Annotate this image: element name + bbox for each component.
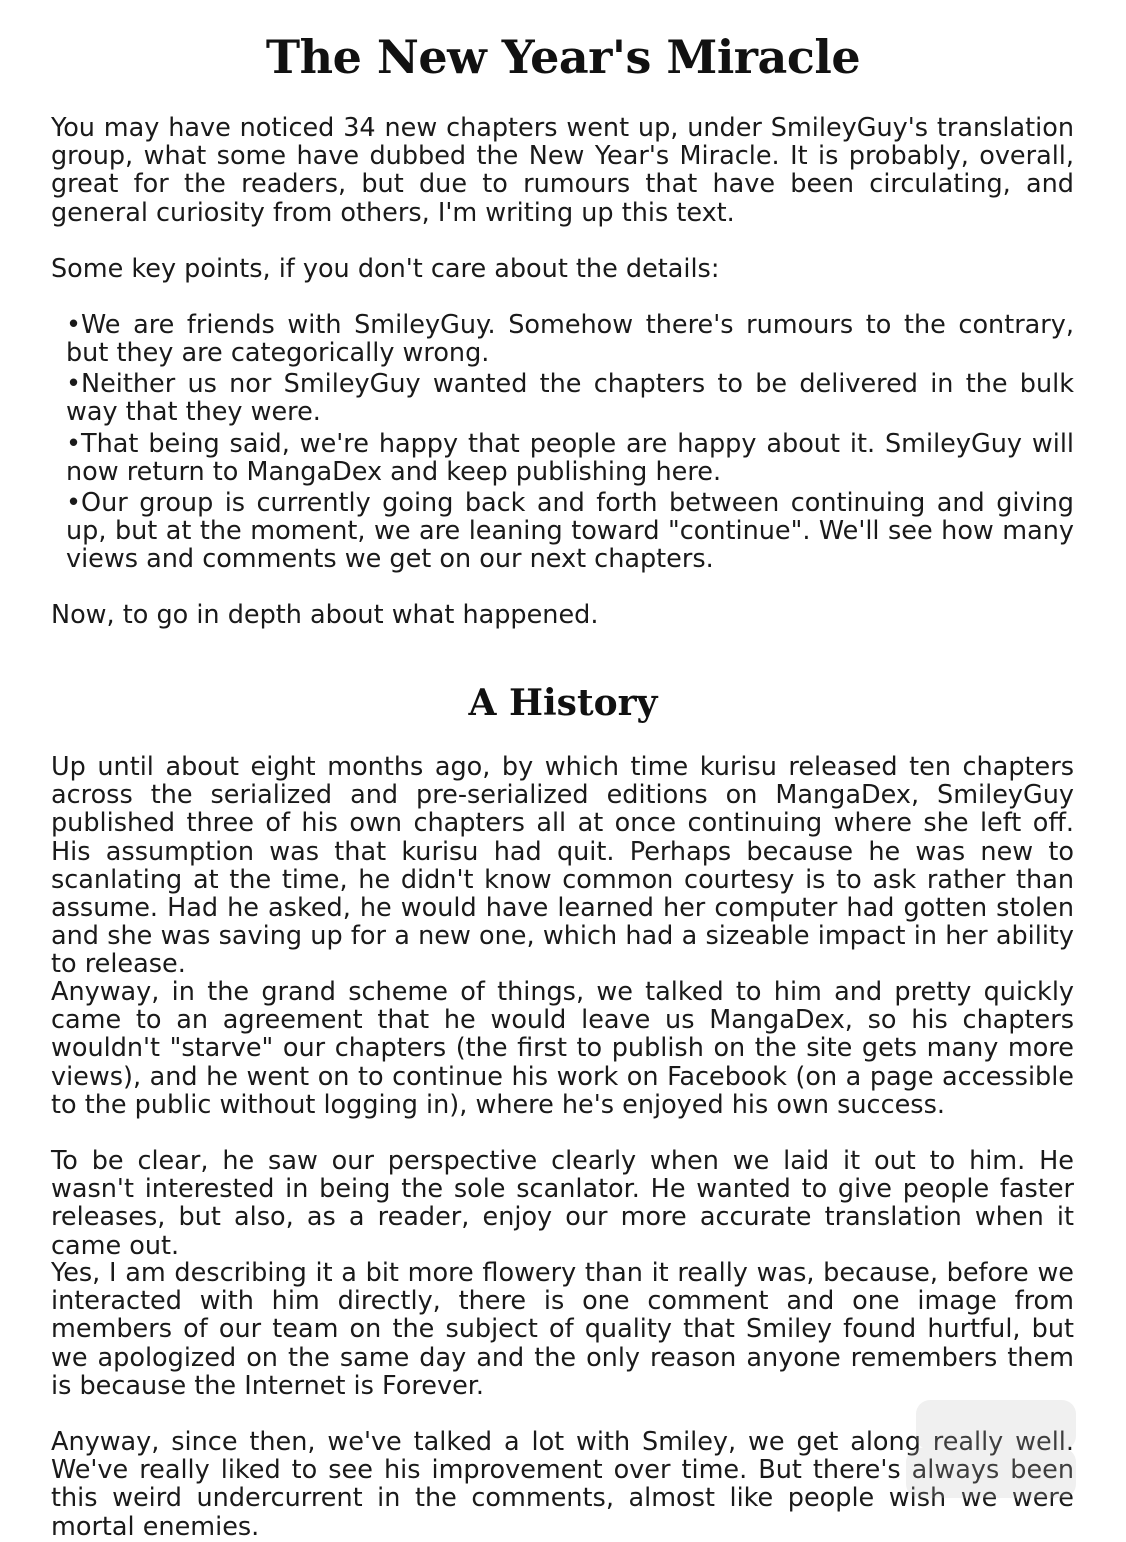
page-title: The New Year's Miracle <box>265 30 861 84</box>
bullet-item: •Neither us nor SmileyGuy wanted the chapters to be delivered in the bulk way that they were. <box>66 369 1074 428</box>
history-paragraph: To be clear, he saw our perspective clearly when we laid it out to him. He wasn't interested in being the sole scanlator. He wanted to give people faster releases, but also, as a reader, enjoy our more accurate translation when it came out. <box>51 1146 1074 1261</box>
section-heading-history: A History <box>468 682 658 724</box>
history-paragraph: Up until about eight months ago, by which time kurisu released ten chapters across the serialized and pre-serialized editions on MangaDex, SmileyGuy published three of his own chapters all at once continuing where she left off. His assumption was that kurisu had quit. Perhaps because he was new to scanlating at the time, he didn't know common courtesy is to ask rather than assume. Had he asked, he would have learned her computer had gotten stolen and she was saving up for a new one, which had a sizeable impact in her ability to release. <box>51 752 1074 980</box>
bullet-item: •That being said, we're happy that people are happy about it. SmileyGuy will now return to MangaDex and keep publishing here. <box>66 429 1074 488</box>
history-paragraph: Anyway, in the grand scheme of things, we talked to him and pretty quickly came to an agreement that he would leave us MangaDex, so his chapters wouldn't "starve" our chapters (the first to publish on the site gets many more views), and he went on to continue his work on Facebook (on a page accessible to the public without logging in), where he's enjoyed his own success. <box>51 977 1074 1120</box>
bullet-item: •We are friends with SmileyGuy. Somehow there's rumours to the contrary, but they are categorically wrong. <box>66 310 1074 369</box>
key-points-intro: Some key points, if you don't care about the details: <box>51 254 720 284</box>
history-paragraph: Yes, I am describing it a bit more flowery than it really was, because, before we interacted with him directly, there is one comment and one image from members of our team on the subject of quality that Smiley found hurtful, but we apologized on the same day and the only reason anyone remembers them is because the Internet is Forever. <box>51 1258 1074 1401</box>
intro-paragraph: You may have noticed 34 new chapters went up, under SmileyGuy's translation group, what some have dubbed the New Year's Miracle. It is probably, overall, great for the readers, but due to rumours that have been circulating, and general curiosity from others, I'm writing up this text. <box>51 113 1074 228</box>
history-paragraph: Anyway, since then, we've talked a lot with Smiley, we get along really well. We've really liked to see his improvement over time. But there's always been this weird undercurrent in the comments, almost like people wish we were mortal enemies. <box>51 1427 1074 1542</box>
bullet-item: •Our group is currently going back and forth between continuing and giving up, but at the moment, we are leaning toward "continue". We'll see how many views and comments we get on our next chapters. <box>66 488 1074 575</box>
watermark-logo <box>896 1390 1086 1510</box>
transition-paragraph: Now, to go in depth about what happened. <box>51 600 599 630</box>
